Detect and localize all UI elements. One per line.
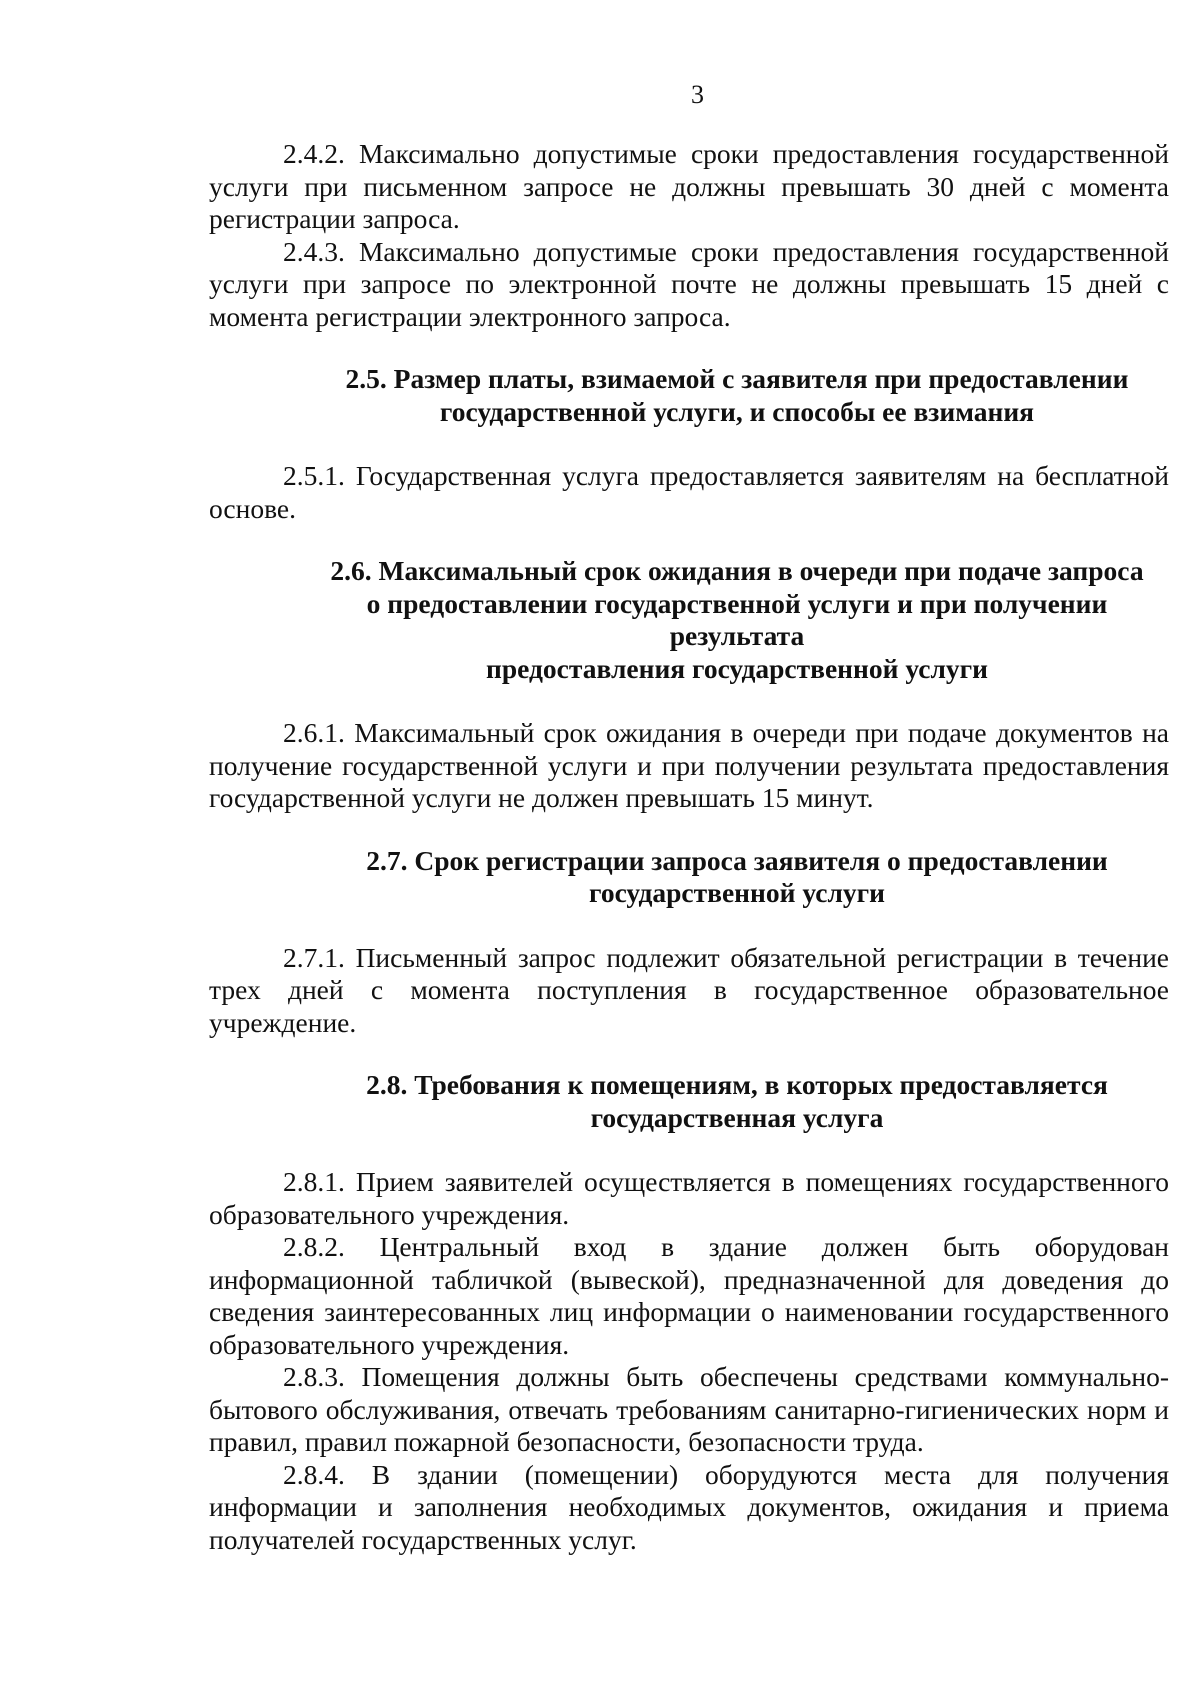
paragraph-2-6-1: 2.6.1. Максимальный срок ожидания в очереди при подаче документов на получение государственной услуги и при получении результата предоставления государственной услуги не должен превышать 15 минут. [209, 717, 1169, 813]
section-heading-2-8 [209, 1069, 1169, 1134]
paragraph-2-5-1: 2.5.1. Государственная услуга предоставляется заявителям на бесплатной основе. [209, 460, 1169, 524]
heading-line: государственной услуги [589, 877, 885, 908]
heading-line: о предоставлении государственной услуги и при получении результата [366, 587, 1108, 651]
paragraph-2-7-1: 2.7.1. Письменный запрос подлежит обязательной регистрации в течение трех дней с момента поступления в государственное образовательное учреждение. [209, 941, 1169, 1038]
section-heading-2-7 [209, 845, 1169, 910]
heading-line: 2.6. Максимальный срок ожидания в очереди при подаче запроса [330, 555, 1144, 586]
section-heading-2-6 [209, 555, 1169, 685]
heading-line: предоставления государственной услуги [486, 652, 988, 684]
page-number: 3 [691, 80, 704, 109]
paragraph-2-8-4: 2.8.4. В здании (помещении) оборудуются места для получения информации и заполнения необходимых документов, ожидания и приема получателей государственных услуг. [209, 1458, 1169, 1555]
heading-line: государственная услуга [590, 1101, 884, 1133]
paragraph-2-8-2: 2.8.2. Центральный вход в здание должен быть оборудован информационной табличкой (вывеской), предназначенной для доведения до сведения заинтересованных лиц информации о наименовании государственного образовательного учреждения. [209, 1231, 1169, 1360]
document-body [209, 138, 1169, 1556]
heading-line: 2.8. Требования к помещениям, в которых предоставляется [366, 1069, 1108, 1100]
heading-line: 2.7. Срок регистрации запроса заявителя о предоставлении [366, 844, 1108, 876]
paragraph-2-8-1: 2.8.1. Прием заявителей осуществляется в помещениях государственного образовательного учреждения. [209, 1166, 1169, 1230]
heading-line: государственной услуги, и способы ее взимания [439, 395, 1035, 427]
paragraph-2-4-2: 2.4.2. Максимально допустимые сроки предоставления государственной услуги при письменном запросе не должны превышать 30 дней с момента регистрации запроса. [209, 138, 1169, 234]
section-heading-2-5 [209, 363, 1169, 428]
paragraph-2-4-3: 2.4.3. Максимально допустимые сроки предоставления государственной услуги при запросе по электронной почте не должны превышать 15 дней с момента регистрации электронного запроса. [209, 235, 1169, 332]
heading-line: 2.5. Размер платы, взимаемой с заявителя при предоставлении [345, 363, 1129, 394]
paragraph-2-8-3: 2.8.3. Помещения должны быть обеспечены средствами коммунально-бытового обслуживания, отвечать требованиям санитарно-гигиенических норм и правил, правил пожарной безопасности, безопасности труда. [209, 1361, 1169, 1457]
